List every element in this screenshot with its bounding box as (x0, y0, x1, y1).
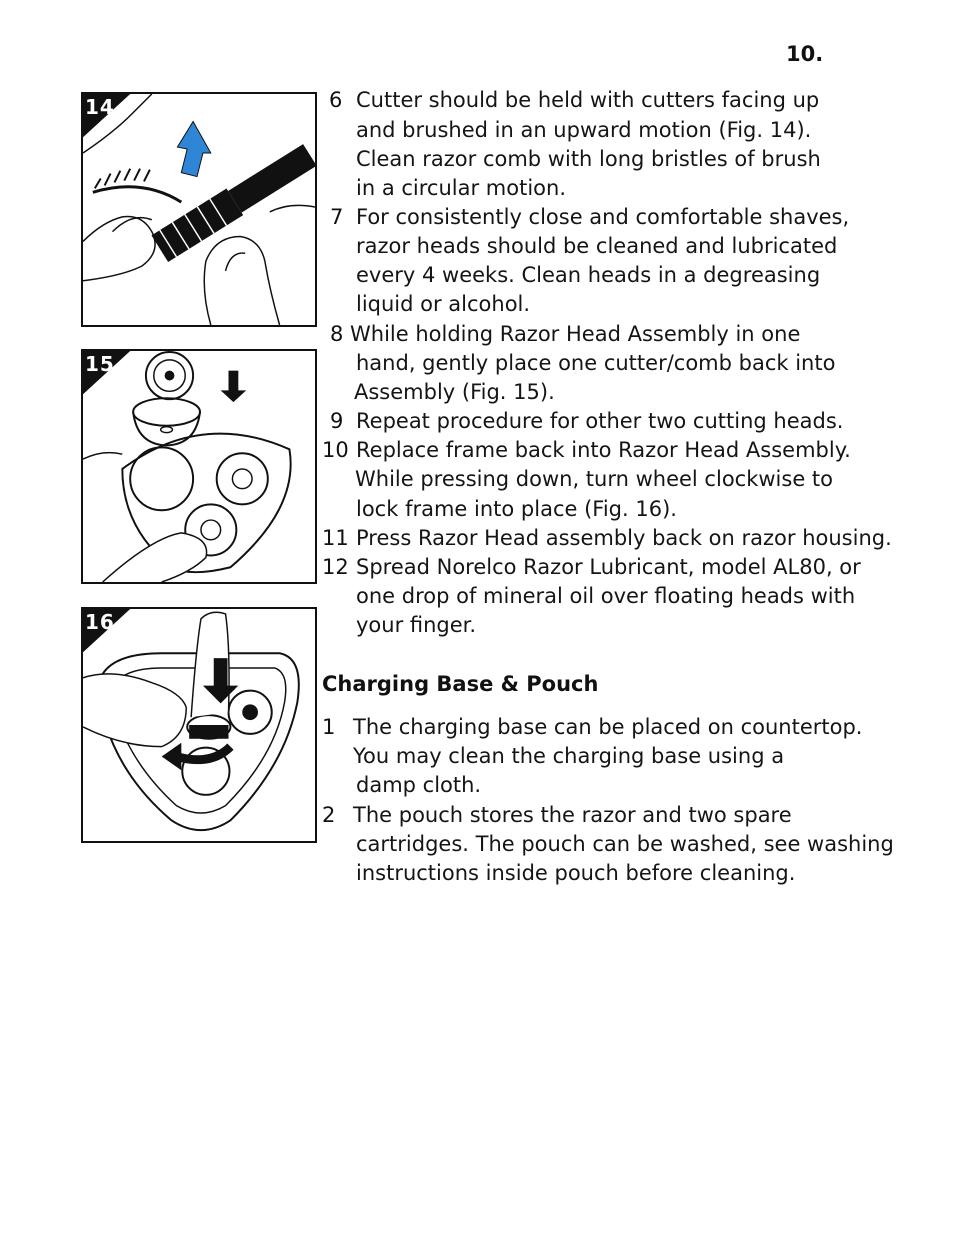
step-text-line: instructions inside pouch before cleaning. (356, 861, 796, 885)
step-text-line: Clean razor comb with long bristles of brush (356, 147, 821, 171)
section-heading: Charging Base & Pouch (322, 672, 599, 696)
figure-16-lock-frame (81, 607, 317, 843)
step-number: 2 (322, 803, 336, 827)
step-text-line: While pressing down, turn wheel clockwise to (355, 467, 833, 491)
step-text-line: liquid or alcohol. (356, 292, 531, 316)
fig15-illustration (83, 351, 315, 582)
figure-label: 16 (85, 610, 115, 634)
step-number: 8 (330, 322, 344, 346)
page-number: 10. (786, 42, 824, 66)
step-text-line: every 4 weeks. Clean heads in a degreasing (356, 263, 821, 287)
step-text-line: hand, gently place one cutter/comb back into (356, 351, 836, 375)
step-text-line: razor heads should be cleaned and lubricated (356, 234, 838, 258)
step-text-line: cartridges. The pouch can be washed, see washing (356, 832, 894, 856)
step-text-line: While holding Razor Head Assembly in one (350, 322, 801, 346)
step-text-line: lock frame into place (Fig. 16). (356, 497, 677, 521)
step-number: 10 (322, 438, 349, 462)
step-number: 9 (330, 409, 344, 433)
step-text-line: Press Razor Head assembly back on razor housing. (356, 526, 892, 550)
step-text-line: Spread Norelco Razor Lubricant, model AL80, or (356, 555, 861, 579)
figure-label: 14 (85, 95, 115, 119)
step-text-line: The pouch stores the razor and two spare (353, 803, 792, 827)
figure-14-brush-cleaning (81, 92, 317, 327)
fig16-illustration (83, 609, 315, 841)
step-text-line: Cutter should be held with cutters facing up (356, 88, 820, 112)
step-text-line: and brushed in an upward motion (Fig. 14). (356, 118, 812, 142)
step-text-line: your finger. (356, 613, 477, 637)
step-text-line: Replace frame back into Razor Head Assembly. (356, 438, 851, 462)
step-number: 7 (330, 205, 344, 229)
step-text-line: damp cloth. (356, 773, 482, 797)
step-text-line: Repeat procedure for other two cutting heads. (356, 409, 844, 433)
step-text-line: The charging base can be placed on countertop. (353, 715, 863, 739)
fig14-illustration (83, 94, 315, 325)
step-number: 6 (329, 88, 343, 112)
step-text-line: Assembly (Fig. 15). (354, 380, 555, 404)
figure-15-place-cutter (81, 349, 317, 584)
figure-label: 15 (85, 352, 115, 376)
step-number: 1 (322, 715, 336, 739)
step-text-line: For consistently close and comfortable shaves, (356, 205, 850, 229)
step-number: 11 (322, 526, 349, 550)
step-text-line: You may clean the charging base using a (353, 744, 785, 768)
step-text-line: in a circular motion. (356, 176, 566, 200)
step-number: 12 (322, 555, 349, 579)
step-text-line: one drop of mineral oil over floating heads with (356, 584, 856, 608)
